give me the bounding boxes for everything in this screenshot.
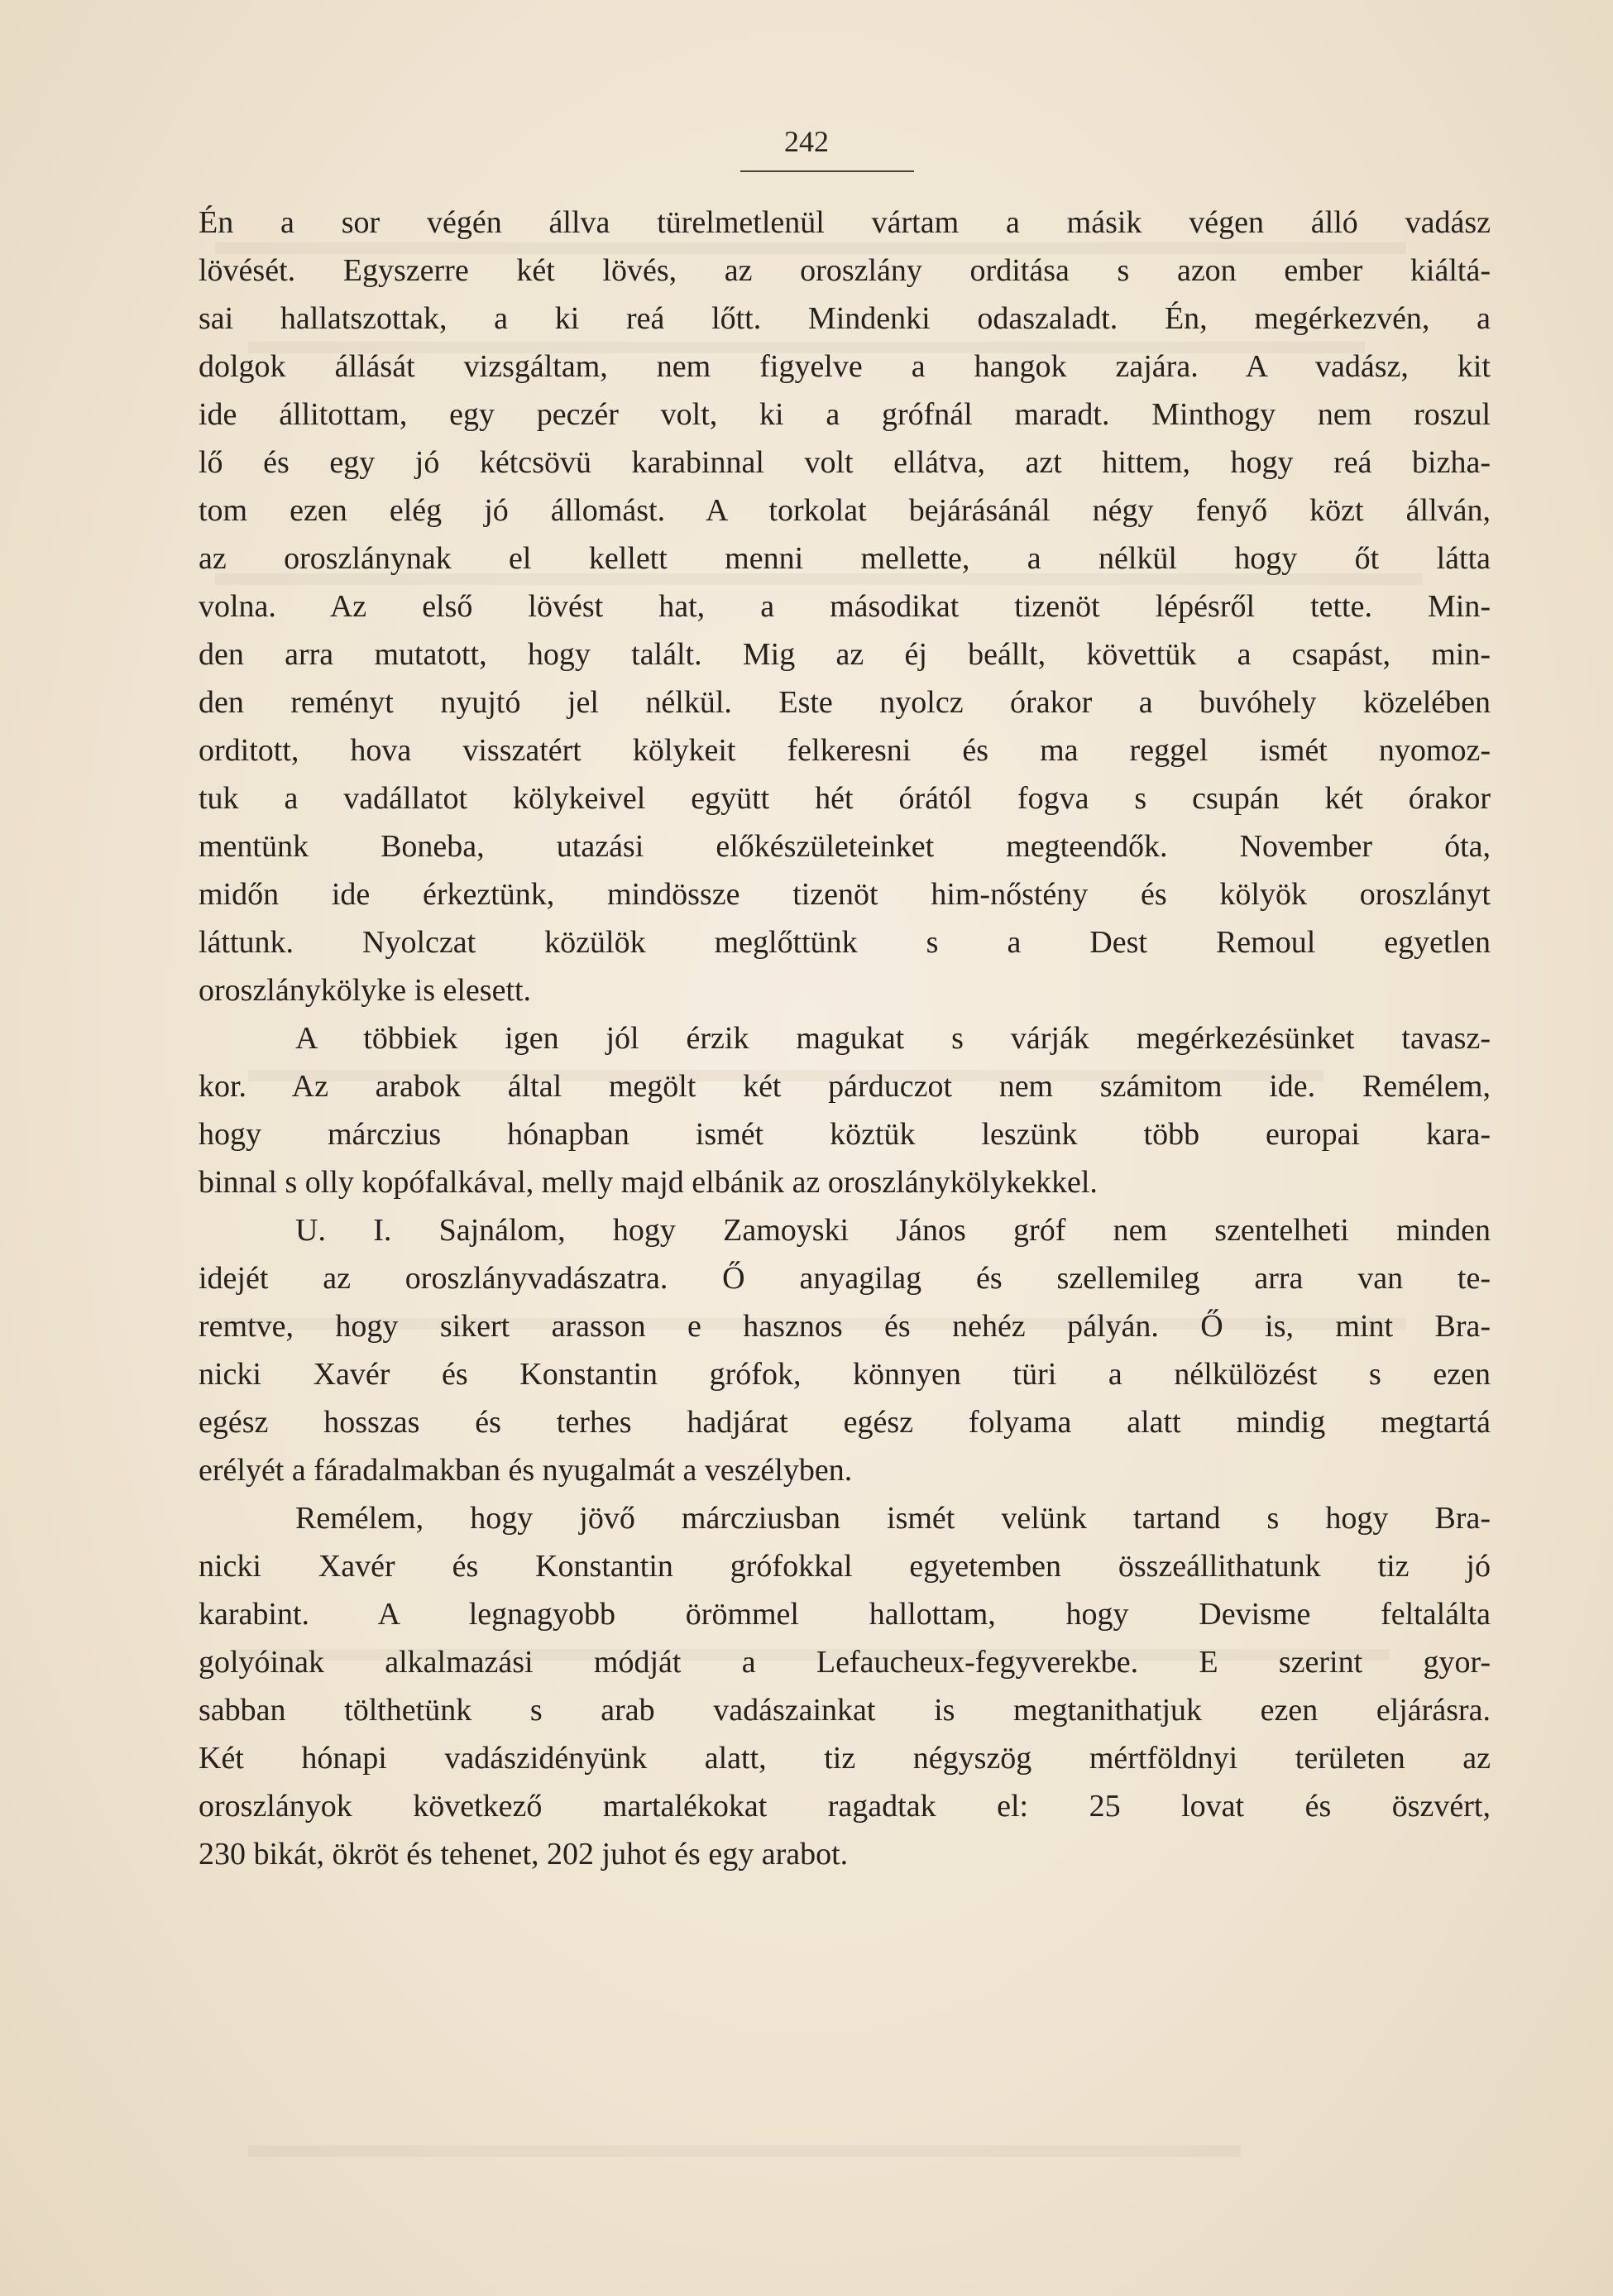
text-line: tuk a vadállatot kölykeivel együtt hét órától fogva s csupán két órakor <box>199 781 1491 816</box>
text-line: sai hallatszottak, a ki reá lőtt. Mindenki odaszaladt. Én, megérkezvén, a <box>199 301 1491 336</box>
text-line: sabban tölthetünk s arab vadászainkat is megtanithatjuk ezen eljárásra. <box>199 1693 1491 1728</box>
text-line: Két hónapi vadászidényünk alatt, tiz négyszög mértföldnyi területen az <box>199 1741 1491 1776</box>
text-line: 230 bikát, ökröt és tehenet, 202 juhot és egy arabot. <box>199 1837 849 1872</box>
text-line: ide állitottam, egy peczér volt, ki a grófnál maradt. Minthogy nem roszul <box>199 397 1491 432</box>
text-line: oroszlányok következő martalékokat ragadtak el: 25 lovat és öszvért, <box>199 1789 1491 1824</box>
text-line: Én a sor végén állva türelmetlenül vártam a másik végen álló vadász <box>199 205 1491 240</box>
text-line: den arra mutatott, hogy talált. Mig az éj beállt, követtük a csapást, min- <box>199 637 1491 672</box>
text-line: nicki Xavér és Konstantin grófok, könnyen türi a nélkülözést s ezen <box>199 1357 1491 1392</box>
text-line: tom ezen elég jó állomást. A torkolat bejárásánál négy fenyő közt állván, <box>199 493 1491 528</box>
text-line: az oroszlánynak el kellett menni mellette, a nélkül hogy őt látta <box>199 541 1491 576</box>
text-line: lövését. Egyszerre két lövés, az oroszlány orditása s azon ember kiáltá- <box>199 253 1491 288</box>
text-line: den reményt nyujtó jel nélkül. Este nyolcz órakor a buvóhely közelében <box>199 685 1491 720</box>
text-line: Remélem, hogy jövő márcziusban ismét velünk tartand s hogy Bra- <box>295 1501 1491 1536</box>
text-line: idejét az oroszlányvadászatra. Ő anyagilag és szellemileg arra van te- <box>199 1261 1491 1296</box>
text-line: láttunk. Nyolczat közülök meglőttünk s a Dest Remoul egyetlen <box>199 925 1491 960</box>
text-line: dolgok állását vizsgáltam, nem figyelve a hangok zajára. A vadász, kit <box>199 349 1491 384</box>
body-text <box>199 199 1491 1878</box>
text-line: mentünk Boneba, utazási előkészületeinket megteendők. November óta, <box>199 829 1491 864</box>
text-line: golyóinak alkalmazási módját a Lefaucheux-fegyverekbe. E szerint gyor- <box>199 1645 1491 1680</box>
text-line: remtve, hogy sikert arasson e hasznos és nehéz pályán. Ő is, mint Bra- <box>199 1309 1491 1344</box>
text-line: A többiek igen jól érzik magukat s várják megérkezésünket tavasz- <box>295 1021 1491 1056</box>
text-line: orditott, hova visszatért kölykeit felkeresni és ma reggel ismét nyomoz- <box>199 733 1491 768</box>
text-line: midőn ide érkeztünk, mindössze tizenöt him-nőstény és kölyök oroszlányt <box>199 877 1491 912</box>
page-number-rule <box>740 170 914 172</box>
text-line: oroszlánykölyke is elesett. <box>199 973 532 1008</box>
page-number: 242 <box>784 125 829 158</box>
text-line: binnal s olly kopófalkával, melly majd elbánik az oroszlánykölykekkel. <box>199 1165 1098 1200</box>
text-line: egész hosszas és terhes hadjárat egész folyama alatt mindig megtartá <box>199 1405 1491 1440</box>
text-line: volna. Az első lövést hat, a másodikat tizenöt lépésről tette. Min- <box>199 589 1491 624</box>
text-line: erélyét a fáradalmakban és nyugalmát a veszélyben. <box>199 1453 853 1488</box>
text-line: U. I. Sajnálom, hogy Zamoyski János gróf nem szentelheti minden <box>295 1213 1491 1248</box>
text-line: karabint. A legnagyobb örömmel hallottam, hogy Devisme feltalálta <box>199 1597 1491 1632</box>
text-line: lő és egy jó kétcsövü karabinnal volt ellátva, azt hittem, hogy reá bizha- <box>199 445 1491 480</box>
text-line: nicki Xavér és Konstantin grófokkal egyetemben összeállithatunk tiz jó <box>199 1549 1491 1584</box>
text-line: kor. Az arabok által megölt két párduczot nem számitom ide. Remélem, <box>199 1069 1491 1104</box>
text-line: hogy márczius hónapban ismét köztük leszünk több europai kara- <box>199 1117 1491 1152</box>
